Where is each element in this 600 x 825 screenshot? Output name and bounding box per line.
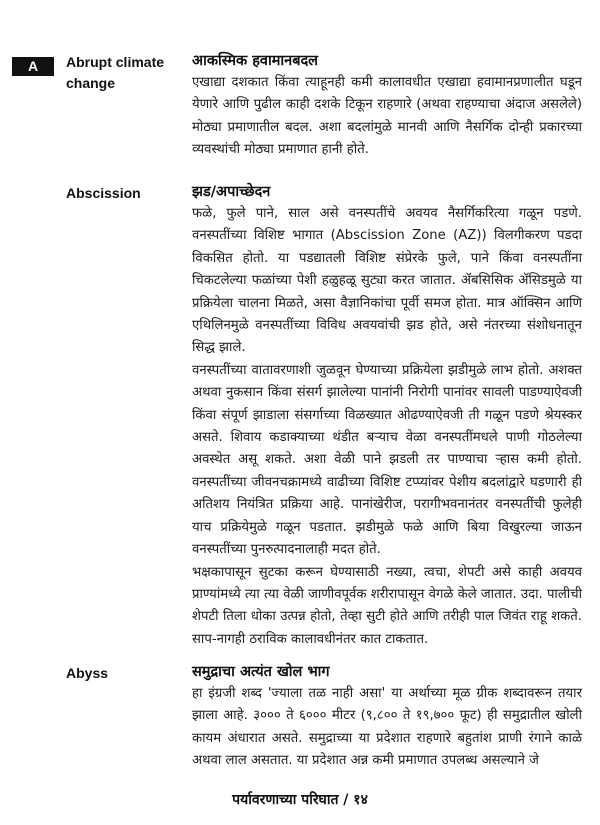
entry-abrupt-climate-change — [192, 50, 582, 162]
term-english: Abyss — [66, 665, 109, 681]
entry-paragraph: हा इंग्रजी शब्द 'ज्याला तळ नाही असा' या अर्थाच्या मूळ ग्रीक शब्दावरून तयार झाला आहे. ३००० ते ६००० मीटर (९,८०० ते १९,७०० फूट) ही समुद्रातील खोली कायम अंधारात असते. समुद्राच्या या प्रदेशात राहणारे बहुतांश प्राणी रंगाने काळे अथवा लाल असतात. या प्रदेशात अन्न कमी प्रमाणात उपलब्ध असल्याने जे — [192, 686, 582, 769]
term-english: Abrupt climate change — [66, 54, 165, 91]
entry-paragraph: भक्षकापासून सुटका करून घेण्यासाठी नख्या, त्वचा, शेपटी असे काही अवयव प्राण्यांमध्ये त्या त्या वेळी जाणीवपूर्वक शरीरापासून वेगळे केले जातात. उदा. पालीची शेपटी तिला धोका उत्पन्न होतो, तेव्हा सुटी होते आणि तरीही पाल जिवंत राहू शकते. साप-नागही ठराविक कालावधीनंतर कात टाकतात. — [192, 564, 582, 647]
entry-abyss — [192, 661, 582, 773]
entry-paragraph: वनस्पतींच्या वातावरणाशी जुळवून घेण्याच्या प्रक्रियेला झडीमुळे लाभ होतो. अशक्त अथवा नुकसान किंवा संसर्ग झालेल्या पानांनी निरोगी पानांवर सावली पाडण्याऐवजी किंवा संपूर्ण झाडाला संसर्गाच्या विळख्यात ओढण्याऐवजी ती गळून पडणे श्रेयस्कर असते. शिवाय कडाक्याच्या थंडीत बऱ्याच वेळा वनस्पतींमधले पाणी गोठलेल्या अवस्थेत असू शकते. अशा वेळी पाने झडली तर पाण्याचा ऱ्हास कमी होतो. वनस्पतींच्या जीवनचक्रामध्ये वाढीच्या विशिष्ट टप्प्यांवर पेशीय बदलांद्वारे घडणारी ही अतिशय नियंत्रित प्रक्रिया आहे. पानांखेरीज, परागीभवनानंतर वनस्पतींची फुलेही याच प्रक्रियेमुळे गळून पडतात. झडीमुळे फळे आणि बिया विखुरल्या जाऊन वनस्पतींच्या पुनरुत्पादनालाही मदत होते. — [192, 362, 582, 558]
entry-paragraph: फळे, फुले पाने, साल असे वनस्पतींचे अवयव नैसर्गिकरित्या गळून पडणे. वनस्पतींच्या विशिष्ट भागात (Abscission Zone (AZ)) विलगीकरण पडदा विकसित होतो. या पडद्यातली विशिष्ट संप्रेरके फुले, पाने किंवा वनस्पतींना चिकटलेल्या फळांच्या पेशी हळुहळू सुट्या करत जातात. ॲबसिसिक ॲसिडमुळे या प्रक्रियेला चालना मिळते, असा वैज्ञानिकांचा पूर्वी समज होता. मात्र ऑक्सिन आणि एथिलिनमुळे वनस्पतींच्या विविध अवयवांची झड होते, असे नंतरच्या संशोधनातून सिद्ध झाले. — [192, 206, 582, 356]
entry-heading: आकस्मिक हवामानबदल — [192, 53, 319, 69]
entry-paragraph: एखाद्या दशकात किंवा त्याहूनही कमी कालावधीत एखाद्या हवामानप्रणालीत घडून येणारे आणि पुढील काही दशके टिकून राहणारे (अथवा राहण्याचा अंदाज असलेले) मोठ्या प्रमाणातील बदल. अशा बदलांमुळे मानवी आणि नैसर्गिक दोन्ही प्रकारच्या व्यवस्थांची मोठ्या प्रमाणात हानी होते. — [192, 75, 582, 158]
page-footer: पर्यावरणाच्या परिघात / १४ — [232, 792, 368, 808]
term-english: Abscission — [66, 185, 141, 201]
entry-heading: समुद्राचा अत्यंत खोल भाग — [192, 664, 330, 680]
section-letter-badge: A — [12, 57, 54, 76]
entry-abscission — [192, 181, 582, 651]
entry-heading: झड/अपाच्छेदन — [192, 184, 271, 200]
